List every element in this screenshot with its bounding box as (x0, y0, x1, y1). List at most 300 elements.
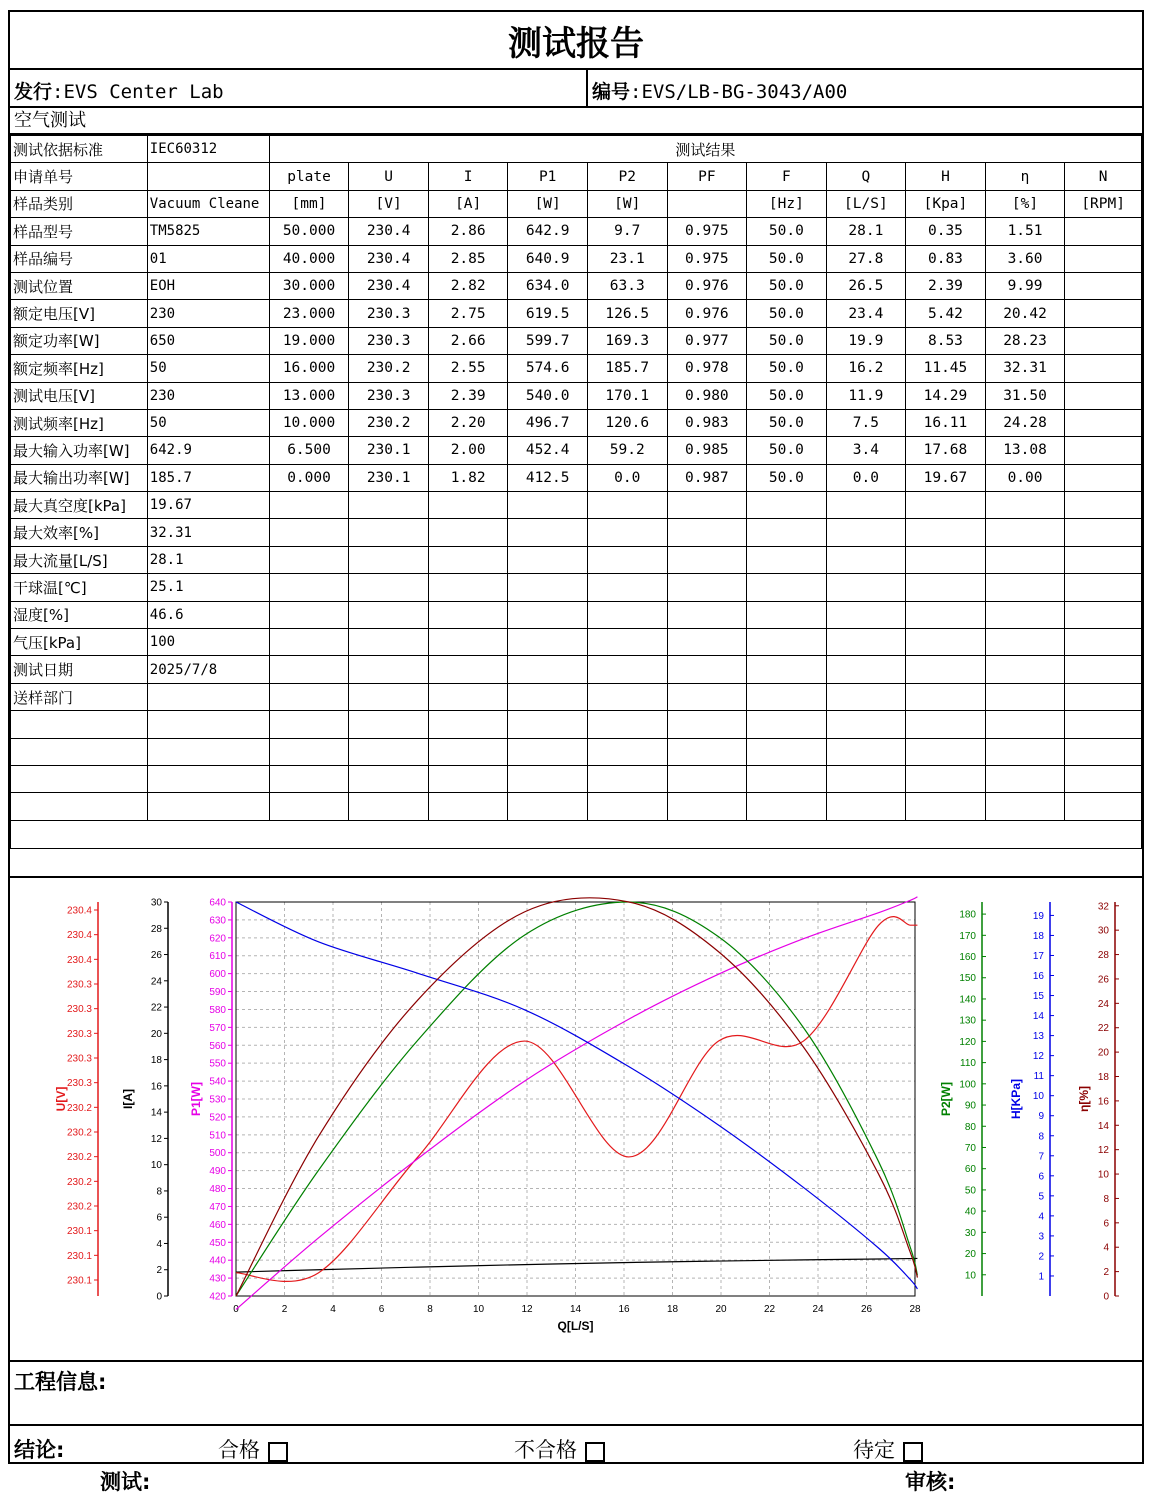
data-cell: 169.3 (587, 327, 667, 354)
data-cell (826, 793, 906, 820)
data-cell (1065, 464, 1142, 491)
axis-tick-label-H: 8 (1038, 1131, 1044, 1143)
performance-chart (10, 876, 1142, 1362)
data-cell (428, 683, 507, 710)
info-label: 测试日期 (11, 656, 148, 683)
data-cell (667, 519, 747, 546)
axis-tick-label-P1: 480 (209, 1184, 226, 1196)
table-row (11, 245, 1142, 272)
axis-tick-label-I: 22 (150, 1002, 162, 1014)
table-row (11, 272, 1142, 299)
data-cell (587, 629, 667, 656)
info-label: 送样部门 (11, 683, 148, 710)
table-row (11, 355, 1142, 382)
data-cell (349, 765, 429, 792)
axis-tick-label-P1: 620 (209, 933, 226, 945)
data-cell (1065, 629, 1142, 656)
axis-tick-label-P1: 540 (209, 1076, 226, 1088)
data-cell: 9.7 (587, 218, 667, 245)
x-axis-label: Q[L/S] (557, 1319, 594, 1333)
axis-tick-label-P2: 90 (964, 1100, 976, 1112)
x-tick-label: 18 (666, 1304, 679, 1315)
issuer (14, 77, 224, 104)
data-cell: 0.980 (667, 382, 747, 409)
data-cell (349, 519, 429, 546)
info-value (147, 163, 269, 190)
axis-tick-label-eta: 30 (1097, 925, 1109, 937)
table-row (11, 656, 1142, 683)
info-value: 32.31 (147, 519, 269, 546)
axis-tick-label-H: 6 (1038, 1171, 1044, 1183)
data-cell (1065, 327, 1142, 354)
pending-option[interactable] (853, 1434, 895, 1464)
info-label (11, 738, 148, 765)
axis-tick-label-U: 230.3 (66, 1078, 92, 1090)
data-cell (747, 546, 826, 573)
data-cell (269, 683, 349, 710)
axis-label-U: U[V] (54, 1086, 68, 1112)
data-cell (1065, 711, 1142, 738)
data-cell (826, 683, 906, 710)
data-cell (587, 492, 667, 519)
data-cell: 170.1 (587, 382, 667, 409)
info-value: 25.1 (147, 574, 269, 601)
data-cell: 8.53 (906, 327, 986, 354)
fail-option[interactable] (514, 1434, 577, 1464)
data-cell: 0.35 (906, 218, 986, 245)
table-row (11, 793, 1142, 820)
data-cell (269, 765, 349, 792)
data-cell (269, 546, 349, 573)
info-value (147, 765, 269, 792)
data-cell: 0.978 (667, 355, 747, 382)
data-cell: 50.0 (747, 218, 826, 245)
axis-tick-label-eta: 8 (1103, 1193, 1109, 1205)
axis-tick-label-I: 30 (150, 897, 162, 909)
axis-tick-label-P1: 450 (209, 1237, 226, 1249)
data-cell: 28.1 (826, 218, 906, 245)
data-cell: 2.55 (428, 355, 507, 382)
table-row (11, 546, 1142, 573)
column-unit: [Hz] (747, 190, 826, 217)
info-value: IEC60312 (147, 136, 269, 163)
axis-tick-label-eta: 26 (1097, 974, 1109, 986)
data-cell (667, 738, 747, 765)
axis-tick-label-U: 230.1 (66, 1275, 92, 1287)
axis-tick-label-H: 2 (1038, 1251, 1044, 1263)
axis-tick-label-U: 230.3 (66, 1053, 92, 1065)
data-cell (826, 656, 906, 683)
x-tick-label: 4 (330, 1304, 336, 1315)
data-cell (1065, 218, 1142, 245)
data-cell (269, 793, 349, 820)
data-cell: 0.975 (667, 218, 747, 245)
data-cell: 2.00 (428, 437, 507, 464)
axis-tick-label-U: 230.2 (66, 1176, 92, 1188)
info-value: 01 (147, 245, 269, 272)
column-header: η (985, 163, 1065, 190)
data-cell (906, 656, 986, 683)
axis-tick-label-U: 230.3 (66, 1004, 92, 1016)
data-cell (587, 656, 667, 683)
data-cell: 126.5 (587, 300, 667, 327)
info-label (11, 711, 148, 738)
data-cell (587, 546, 667, 573)
data-cell: 24.28 (985, 409, 1065, 436)
data-cell: 230.2 (349, 355, 429, 382)
data-cell (587, 683, 667, 710)
axis-tick-label-P2: 30 (964, 1227, 976, 1239)
data-cell: 10.000 (269, 409, 349, 436)
table-row (11, 464, 1142, 491)
axis-tick-label-P2: 130 (959, 1015, 976, 1027)
axis-tick-label-P1: 520 (209, 1112, 226, 1124)
column-header: P2 (587, 163, 667, 190)
column-unit: [W] (508, 190, 588, 217)
axis-tick-label-eta: 4 (1103, 1242, 1109, 1254)
data-cell (508, 492, 588, 519)
data-cell: 16.000 (269, 355, 349, 382)
axis-tick-label-P1: 490 (209, 1166, 226, 1178)
axis-tick-label-H: 4 (1038, 1211, 1044, 1223)
table-row (11, 629, 1142, 656)
data-cell (985, 546, 1065, 573)
axis-tick-label-P2: 60 (964, 1164, 976, 1176)
axis-tick-label-eta: 32 (1097, 901, 1109, 913)
axis-tick-label-eta: 14 (1097, 1120, 1109, 1132)
data-cell: 599.7 (508, 327, 588, 354)
data-cell: 3.60 (985, 245, 1065, 272)
number-value: :EVS/LB-BG-3043/A00 (630, 81, 848, 103)
x-tick-label: 10 (472, 1304, 485, 1315)
pass-option[interactable] (218, 1434, 260, 1464)
x-tick-label: 24 (812, 1304, 824, 1315)
data-cell (1065, 272, 1142, 299)
axis-tick-label-I: 12 (150, 1133, 162, 1145)
data-cell: 50.0 (747, 272, 826, 299)
pass-label: 合格 (218, 1438, 260, 1462)
axis-label-P1: P1[W] (189, 1082, 203, 1116)
axis-tick-label-eta: 16 (1097, 1096, 1109, 1108)
data-cell: 0.00 (985, 464, 1065, 491)
data-cell: 13.08 (985, 437, 1065, 464)
data-cell (826, 711, 906, 738)
data-cell: 50.0 (747, 245, 826, 272)
data-cell (826, 738, 906, 765)
axis-tick-label-U: 230.2 (66, 1152, 92, 1164)
info-value: 100 (147, 629, 269, 656)
info-label: 额定功率[W] (11, 327, 148, 354)
results-title: 测试结果 (269, 136, 1141, 163)
data-cell (508, 546, 588, 573)
info-value: 642.9 (147, 437, 269, 464)
data-cell (826, 546, 906, 573)
axis-tick-label-H: 19 (1032, 910, 1044, 922)
data-cell: 11.45 (906, 355, 986, 382)
info-label: 样品编号 (11, 245, 148, 272)
section-title: 空气测试 (10, 108, 1142, 135)
axis-tick-label-U: 230.1 (66, 1226, 92, 1238)
info-value: 46.6 (147, 601, 269, 628)
data-cell: 230.3 (349, 382, 429, 409)
axis-tick-label-P1: 630 (209, 915, 226, 927)
data-cell (349, 683, 429, 710)
data-cell (906, 546, 986, 573)
axis-tick-label-U: 230.3 (66, 979, 92, 991)
axis-tick-label-P1: 570 (209, 1022, 226, 1034)
axis-tick-label-eta: 28 (1097, 950, 1109, 962)
data-cell: 50.0 (747, 355, 826, 382)
data-cell (349, 629, 429, 656)
info-value: 50 (147, 355, 269, 382)
info-label: 最大真空度[kPa] (11, 492, 148, 519)
data-cell: 11.9 (826, 382, 906, 409)
fail-checkbox[interactable] (585, 1442, 605, 1462)
data-cell: 17.68 (906, 437, 986, 464)
series-line-P1 (236, 897, 917, 1310)
axis-tick-label-I: 2 (156, 1265, 162, 1277)
data-cell: 63.3 (587, 272, 667, 299)
data-cell (667, 546, 747, 573)
data-cell (428, 601, 507, 628)
axis-tick-label-H: 16 (1032, 971, 1044, 983)
axis-tick-label-H: 5 (1038, 1191, 1044, 1203)
table-row (11, 601, 1142, 628)
data-cell: 50.0 (747, 409, 826, 436)
data-cell (428, 629, 507, 656)
axis-tick-label-H: 13 (1032, 1031, 1044, 1043)
data-cell: 0.976 (667, 272, 747, 299)
data-cell: 230.4 (349, 245, 429, 272)
column-unit: [L/S] (826, 190, 906, 217)
data-cell: 30.000 (269, 272, 349, 299)
axis-tick-label-P1: 600 (209, 969, 226, 981)
blank-cell (11, 820, 1142, 848)
table-row (11, 738, 1142, 765)
data-cell (1065, 738, 1142, 765)
info-label: 测试位置 (11, 272, 148, 299)
axis-tick-label-eta: 12 (1097, 1145, 1109, 1157)
data-cell: 0.0 (826, 464, 906, 491)
axis-tick-label-H: 7 (1038, 1151, 1044, 1163)
axis-tick-label-eta: 18 (1097, 1072, 1109, 1084)
data-cell: 0.976 (667, 300, 747, 327)
pass-checkbox[interactable] (268, 1442, 288, 1462)
series-line-H (236, 902, 917, 1289)
axis-tick-label-P2: 110 (960, 1058, 976, 1070)
axis-tick-label-I: 26 (150, 950, 162, 962)
data-cell: 16.11 (906, 409, 986, 436)
axis-tick-label-H: 15 (1032, 991, 1044, 1003)
info-label: 测试电压[V] (11, 382, 148, 409)
axis-tick-label-P2: 120 (959, 1036, 976, 1048)
data-cell (428, 574, 507, 601)
issuer-value: :EVS Center Lab (52, 81, 224, 103)
axis-label-H: H[KPa] (1009, 1078, 1023, 1120)
info-label: 样品类别 (11, 190, 148, 217)
axis-label-eta: η[%] (1077, 1086, 1091, 1112)
info-label: 最大输出功率[W] (11, 464, 148, 491)
data-cell: 2.20 (428, 409, 507, 436)
axis-tick-label-P2: 160 (959, 952, 976, 964)
x-tick-label: 26 (860, 1304, 873, 1315)
table-row (11, 190, 1142, 217)
data-cell (1065, 409, 1142, 436)
data-cell (269, 601, 349, 628)
data-cell: 642.9 (508, 218, 588, 245)
data-cell (269, 492, 349, 519)
axis-tick-label-I: 14 (150, 1107, 162, 1119)
x-tick-label: 20 (715, 1304, 727, 1315)
report-frame (8, 10, 1144, 1464)
data-cell (349, 574, 429, 601)
data-cell: 452.4 (508, 437, 588, 464)
data-cell (906, 574, 986, 601)
data-cell: 2.82 (428, 272, 507, 299)
info-value: Vacuum Cleane (147, 190, 269, 217)
data-cell (906, 492, 986, 519)
axis-tick-label-H: 18 (1032, 930, 1044, 942)
pending-checkbox[interactable] (903, 1442, 923, 1462)
data-cell (269, 574, 349, 601)
info-value: 2025/7/8 (147, 656, 269, 683)
data-cell (587, 519, 667, 546)
table-row (11, 136, 1142, 163)
data-cell (508, 519, 588, 546)
info-label: 额定电压[V] (11, 300, 148, 327)
data-cell (906, 629, 986, 656)
info-label (11, 793, 148, 820)
x-tick-label: 8 (427, 1304, 433, 1315)
axis-tick-label-I: 4 (156, 1238, 162, 1250)
data-cell: 6.500 (269, 437, 349, 464)
data-cell (508, 711, 588, 738)
data-cell: 2.85 (428, 245, 507, 272)
data-cell: 0.985 (667, 437, 747, 464)
axis-tick-label-eta: 22 (1097, 1023, 1109, 1035)
data-cell: 26.5 (826, 272, 906, 299)
x-tick-label: 14 (569, 1304, 582, 1315)
data-cell: 230.4 (349, 272, 429, 299)
info-value: 230 (147, 382, 269, 409)
data-cell (428, 492, 507, 519)
axis-tick-label-P1: 610 (209, 951, 226, 963)
data-cell (667, 601, 747, 628)
data-cell: 1.82 (428, 464, 507, 491)
axis-tick-label-I: 16 (150, 1081, 162, 1093)
axis-tick-label-H: 10 (1032, 1091, 1044, 1103)
axis-tick-label-U: 230.4 (66, 954, 92, 966)
data-cell (667, 683, 747, 710)
data-cell (985, 519, 1065, 546)
data-cell: 634.0 (508, 272, 588, 299)
data-cell (747, 574, 826, 601)
axis-tick-label-P1: 590 (209, 987, 226, 999)
column-header: plate (269, 163, 349, 190)
data-cell: 19.67 (906, 464, 986, 491)
x-tick-label: 28 (909, 1304, 921, 1315)
data-cell (985, 793, 1065, 820)
data-cell (1065, 546, 1142, 573)
data-cell (906, 683, 986, 710)
data-cell (508, 793, 588, 820)
data-cell (1065, 492, 1142, 519)
data-cell (508, 574, 588, 601)
axis-tick-label-H: 9 (1038, 1111, 1044, 1123)
info-value (147, 738, 269, 765)
data-cell (1065, 656, 1142, 683)
data-cell (1065, 245, 1142, 272)
table-row (11, 300, 1142, 327)
axis-tick-label-I: 20 (150, 1028, 162, 1040)
info-value: EOH (147, 272, 269, 299)
data-cell (428, 711, 507, 738)
data-cell (985, 656, 1065, 683)
data-cell (1065, 683, 1142, 710)
data-cell: 50.0 (747, 300, 826, 327)
info-value: 19.67 (147, 492, 269, 519)
data-cell (508, 765, 588, 792)
axis-tick-label-P1: 500 (209, 1148, 226, 1160)
axis-tick-label-eta: 10 (1097, 1169, 1109, 1181)
axis-tick-label-P1: 420 (209, 1291, 226, 1303)
data-cell: 59.2 (587, 437, 667, 464)
data-cell: 23.1 (587, 245, 667, 272)
data-cell: 2.39 (428, 382, 507, 409)
data-cell (985, 629, 1065, 656)
data-cell (747, 683, 826, 710)
data-cell: 2.75 (428, 300, 507, 327)
data-cell: 14.29 (906, 382, 986, 409)
data-cell: 2.86 (428, 218, 507, 245)
data-cell (349, 793, 429, 820)
data-cell (587, 574, 667, 601)
axis-tick-label-I: 8 (156, 1186, 162, 1198)
data-cell (667, 574, 747, 601)
column-header: F (747, 163, 826, 190)
data-cell: 7.5 (826, 409, 906, 436)
info-label: 申请单号 (11, 163, 148, 190)
header-divider (586, 70, 588, 106)
axis-tick-label-eta: 6 (1103, 1218, 1109, 1230)
data-cell: 2.66 (428, 327, 507, 354)
axis-tick-label-U: 230.2 (66, 1201, 92, 1213)
data-cell (747, 492, 826, 519)
data-cell (906, 601, 986, 628)
table-row (11, 683, 1142, 710)
data-cell: 0.987 (667, 464, 747, 491)
info-value (147, 793, 269, 820)
axis-tick-label-U: 230.3 (66, 1028, 92, 1040)
axis-tick-label-I: 10 (150, 1160, 162, 1172)
data-cell (428, 656, 507, 683)
data-cell (985, 492, 1065, 519)
axis-tick-label-I: 24 (150, 976, 162, 988)
axis-tick-label-U: 230.2 (66, 1102, 92, 1114)
data-cell: 20.42 (985, 300, 1065, 327)
data-cell (906, 765, 986, 792)
data-cell: 23.4 (826, 300, 906, 327)
data-cell (667, 629, 747, 656)
data-cell (747, 519, 826, 546)
info-label (11, 765, 148, 792)
x-tick-label: 16 (618, 1304, 630, 1315)
data-cell (906, 711, 986, 738)
data-cell (667, 765, 747, 792)
axis-tick-label-P2: 10 (964, 1270, 976, 1282)
axis-tick-label-P1: 550 (209, 1058, 226, 1070)
data-cell: 32.31 (985, 355, 1065, 382)
